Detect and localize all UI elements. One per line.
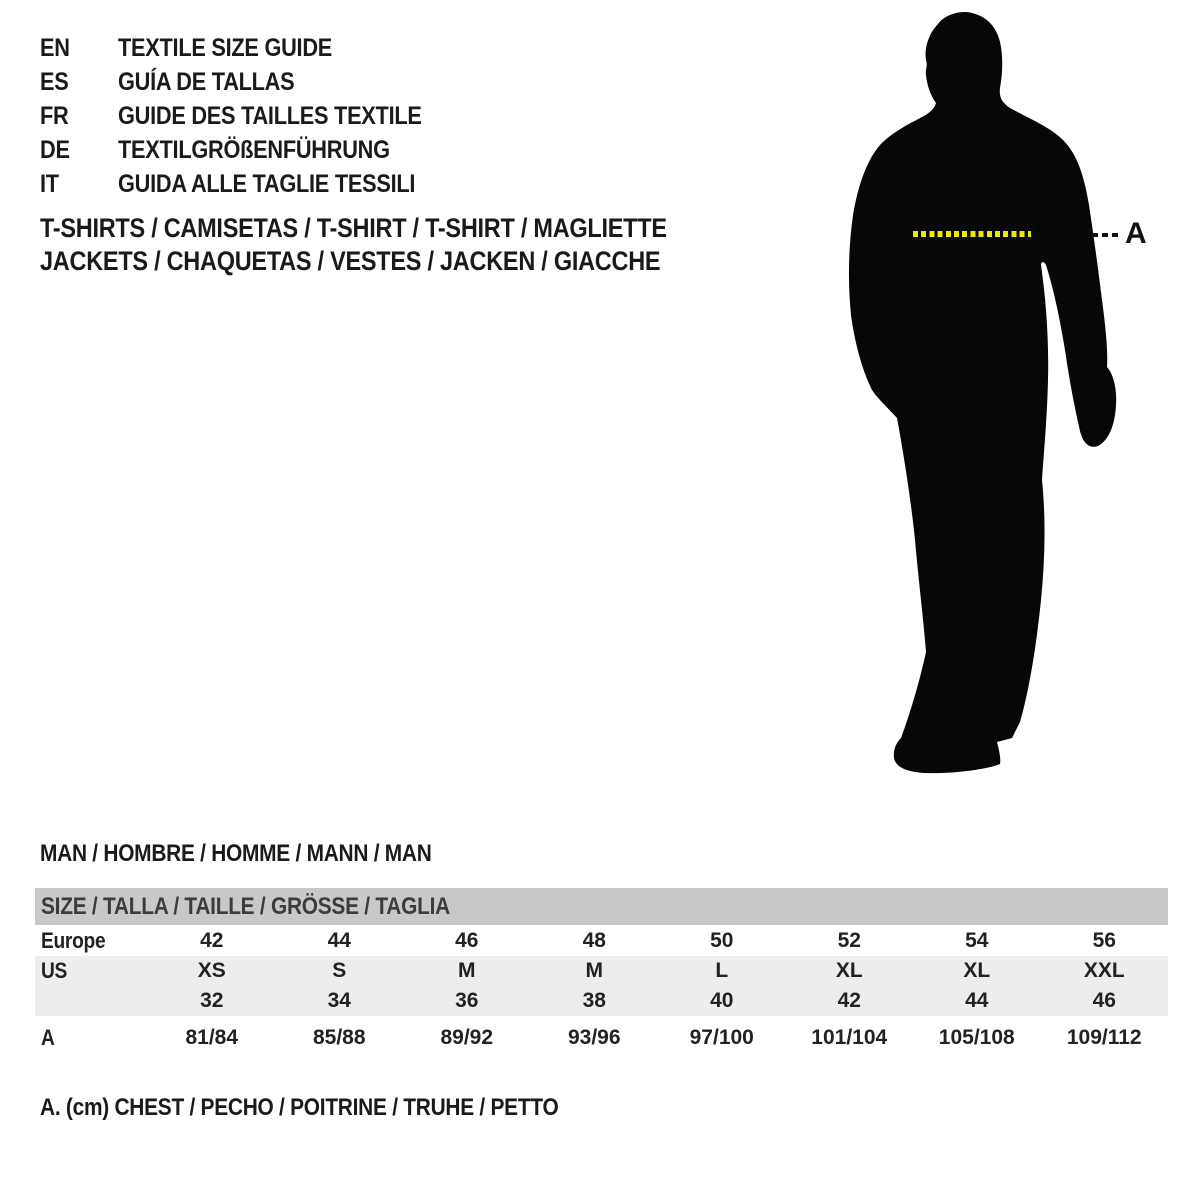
language-row-fr [40,99,467,133]
table-row-numeric [35,986,1168,1016]
table-cell: 32 [200,989,224,1012]
measurement-label-a: A [1125,217,1147,250]
table-cell: 81/84 [185,1026,239,1049]
language-row-es [40,65,467,99]
chest-measurement-line [913,231,1031,237]
category-tshirts: T-SHIRTS / CAMISETAS / T-SHIRT / T-SHIRT / MAGLIETTE [40,213,667,243]
table-cell: 89/92 [440,1026,494,1049]
table-cell: 50 [710,928,734,952]
table-cell: XXL [1083,959,1125,982]
language-code: FR [40,101,69,130]
size-table-header: SIZE / TALLA / TAILLE / GRÖSSE / TAGLIA [35,888,1168,925]
language-title-list [40,31,467,201]
table-cell: 52 [837,928,861,952]
row-label: US [41,958,68,983]
measurement-pointer-line [1092,233,1120,237]
category-jackets: JACKETS / CHAQUETAS / VESTES / JACKEN / GIACCHE [40,246,661,276]
row-label [35,988,148,1014]
guide-title: TEXTILGRÖßENFÜHRUNG [118,135,390,164]
table-cell: 97/100 [689,1026,754,1049]
table-row-spacer [35,1016,1168,1023]
guide-title: TEXTILE SIZE GUIDE [118,33,333,62]
table-cell: L [715,959,729,982]
table-cell: XL [963,959,991,982]
table-cell: S [332,959,347,982]
language-row-en [40,31,467,65]
language-code: IT [40,169,59,198]
table-cell: 109/112 [1066,1026,1142,1049]
table-cell: 40 [710,989,734,1012]
man-silhouette [820,0,1200,800]
language-row-de [40,133,467,167]
guide-title: GUIDE DES TAILLES TEXTILE [118,101,422,130]
measurement-footnote: A. (cm) CHEST / PECHO / POITRINE / TRUHE / PETTO [40,1094,559,1121]
table-cell: 54 [965,928,989,952]
language-code: DE [40,135,70,164]
table-cell: XS [197,959,226,982]
man-silhouette-figure [820,0,1200,800]
guide-title: GUÍA DE TALLAS [118,67,295,96]
table-cell: 42 [837,989,861,1012]
size-table [35,888,1168,1053]
table-row-us [35,956,1168,986]
table-cell: 46 [455,928,479,952]
table-cell: 48 [582,928,606,952]
guide-title: GUIDA ALLE TAGLIE TESSILI [118,169,416,198]
row-label: Europe [41,927,106,953]
table-cell: XL [835,959,863,982]
section-title-man: MAN / HOMBRE / HOMME / MANN / MAN [40,840,432,867]
row-label: A [41,1025,55,1050]
table-cell: 44 [327,928,351,952]
language-code: EN [40,33,70,62]
table-cell: 105/108 [938,1026,1015,1049]
table-row-europe [35,925,1168,956]
table-cell: 36 [455,989,479,1012]
table-cell: 38 [582,989,606,1012]
table-cell: 85/88 [312,1026,366,1049]
table-cell: 93/96 [567,1026,621,1049]
language-code: ES [40,67,69,96]
table-cell: M [458,959,476,982]
table-row-chest [35,1023,1168,1053]
table-cell: 46 [1092,989,1116,1012]
table-cell: M [585,959,603,982]
table-cell: 34 [327,989,351,1012]
table-cell: 56 [1092,928,1116,952]
garment-categories [40,212,760,278]
table-cell: 44 [965,989,989,1012]
table-cell: 42 [200,928,224,952]
table-cell: 101/104 [811,1026,888,1049]
language-row-it [40,167,467,201]
